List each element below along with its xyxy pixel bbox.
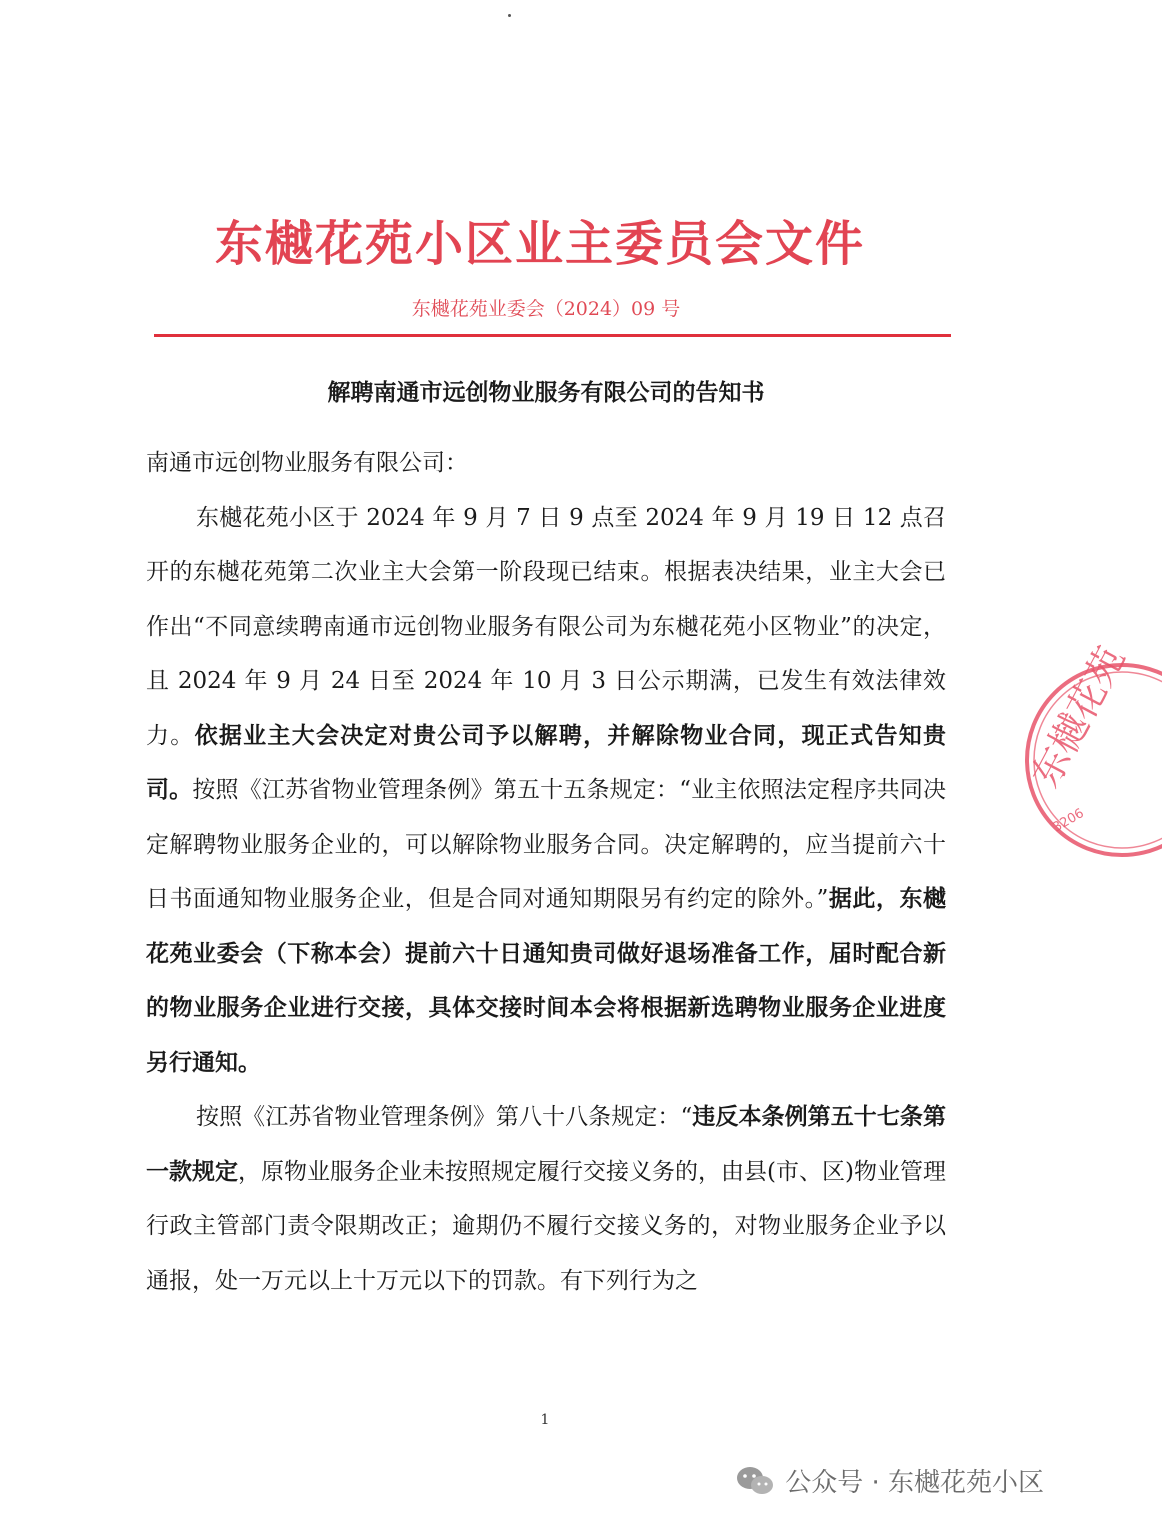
paragraph-1-bold-b: 据此，东樾花苑业委会（下称本会）提前六十日通知贵司做好退场准备工作，届时配合新的物业服务企业进行交接，具体交接时间本会将根据新选聘物业服务企业进度另行通知。 xyxy=(146,885,946,1076)
paragraph-1 xyxy=(146,491,946,1091)
wechat-icon xyxy=(735,1465,775,1497)
paragraph-1-text-b: 按照《江苏省物业管理条例》第五十五条规定：“业主依照法定程序共同决定解聘物业服务企业的，可以解除物业服务合同。决定解聘的，应当提前六十日书面通知物业服务企业，但是合同对通知期限另有约定的除外。” xyxy=(146,777,947,912)
paragraph-2-text-b: ，原物业服务企业未按照规定履行交接义务的，由县(市、区)物业管理行政主管部门责令限期改正；逾期仍不履行交接义务的，对物业服务企业予以通报，处一万元以上十万元以下的罚款。有下列行为之 xyxy=(146,1158,947,1294)
seal-text: 东樾花苑 xyxy=(1023,639,1134,795)
watermark xyxy=(735,1462,1044,1499)
addressee: 南通市远创物业服务有限公司： xyxy=(146,450,468,476)
header-title: 东樾花苑小区业主委员会文件 xyxy=(214,216,865,272)
body-text xyxy=(146,436,946,1308)
document-number: 东樾花苑业委会（2024）09 号 xyxy=(411,298,681,320)
watermark-text: 公众号 · 东樾花苑小区 xyxy=(785,1468,1044,1498)
red-seal-stamp xyxy=(1012,639,1162,860)
paragraph-1-bold-a: 依据业主大会决定对贵公司予以解聘，并解除物业合同，现正式告知贵司。 xyxy=(146,721,946,803)
page-number: 1 xyxy=(540,1412,550,1428)
red-divider xyxy=(154,334,951,337)
paragraph-1-text-a: 东樾花苑小区于 2024 年 9 月 7 日 9 点至 2024 年 9 月 19 日 12 点召开的东樾花苑第二次业主大会第一阶段现已结束。根据表决结果，业主大会已作出“不同意续聘南通市远创物业服务有限公司为东樾花苑小区物业”的决定，且 2024 年 9 月 24 日至 2024 年 10 月 3 日公示期满，已发生有效法律效力。 xyxy=(146,504,946,749)
notice-title: 解聘南通市远创物业服务有限公司的告知书 xyxy=(327,379,765,406)
paragraph-2-text-a: 按照《江苏省物业管理条例》第八十八条规定：“ xyxy=(196,1104,693,1130)
seal-digits: 3206 xyxy=(1050,805,1087,836)
scan-speck xyxy=(508,14,511,17)
paragraph-2-bold-a: 违反本条例第五十七条第一款规定 xyxy=(146,1103,947,1185)
paragraph-2 xyxy=(146,1090,946,1308)
